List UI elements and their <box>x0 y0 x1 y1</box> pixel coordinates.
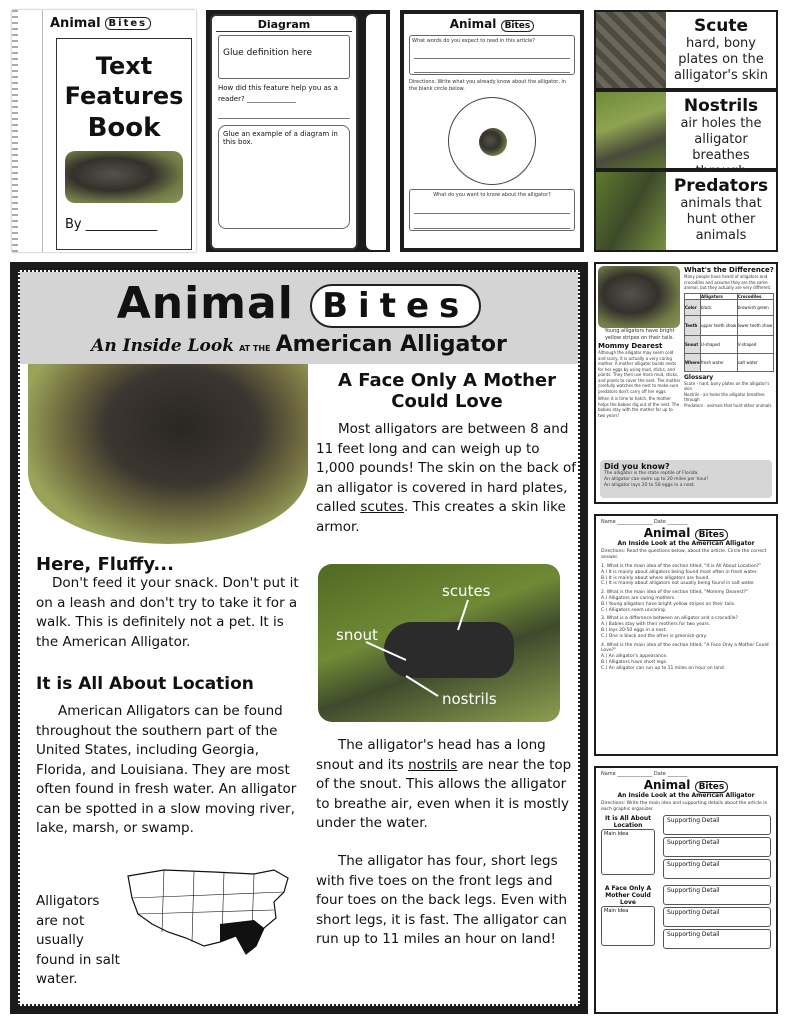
quiz-line: A.) Alligators are caring mothers. <box>601 595 676 601</box>
kwl-series-bubble: Bites <box>501 20 535 32</box>
next-sheet-edge <box>366 14 386 250</box>
nostrils-photo <box>596 92 666 168</box>
quiz-line: B.) It is mainly about where alligators are found. <box>601 575 710 581</box>
binding-edge <box>12 10 18 252</box>
cover-frame <box>56 38 192 250</box>
article-series-bubble: Bites <box>310 284 481 328</box>
glue-definition-box <box>218 35 350 79</box>
answer-line <box>218 109 350 119</box>
main-idea-box <box>601 829 655 875</box>
section-face-paragraph-2 <box>316 736 578 834</box>
supporting-detail-label: Supporting Detail <box>667 861 720 868</box>
glossary-heading: Glossary <box>684 373 714 381</box>
subtitle-script: An Inside Look <box>91 336 234 356</box>
young-alligator-photo <box>598 266 680 328</box>
quiz-line: C.) An alligator can run up to 11 miles an hour on land. <box>601 665 726 671</box>
table-cell: Alligators <box>700 293 737 299</box>
vocab-cards-panel <box>594 10 778 252</box>
text-run: Most alligators are between 8 and 11 feet long and can weigh up to 1,000 pounds! The skin on the back of an alligator is covered in hard plates, called <box>316 421 576 515</box>
section-face-paragraph-1 <box>316 420 576 537</box>
organizer-section-title: It is All About Location <box>605 815 651 829</box>
supporting-detail-box <box>663 907 771 927</box>
quiz-line: C.) Alligators seem uncaring. <box>601 607 667 613</box>
supporting-detail-label: Supporting Detail <box>667 909 720 916</box>
section-location-paragraph-1: American Alligators can be found throughout the southern part of the United States, including Georgia, Florida, and Louisiana. They are most often found in fresh water. An alligator can be spotted in a slow moving river, lake, marsh, or swamp. <box>36 703 297 836</box>
supporting-detail-label: Supporting Detail <box>667 839 720 846</box>
glue-example-text: Glue an example of a diagram in this box. <box>223 130 338 146</box>
glue-definition-text: Glue definition here <box>223 48 313 58</box>
main-idea-label: Main Idea <box>604 908 629 914</box>
main-idea-label: Main Idea <box>604 831 629 837</box>
name-date-line: Name ______________ Date ________ <box>601 519 688 525</box>
did-you-know-box <box>600 460 772 498</box>
article-logo <box>20 278 578 329</box>
glossary-entry: Predators - animals that hunt other animals <box>684 402 772 408</box>
quiz-line: B.) Alligators have short legs. <box>601 659 668 665</box>
answer-line <box>414 49 570 59</box>
vocab-term: Scute <box>693 16 749 36</box>
vocab-card-scute <box>596 12 776 88</box>
subtitle-main: American Alligator <box>275 332 507 357</box>
table-cell: salt water <box>737 353 773 371</box>
cover-title-2: Features <box>64 82 184 110</box>
kwl-logo <box>404 17 580 31</box>
quiz-line: C.) One is black and the other is greenish-gray. <box>601 633 707 639</box>
organizer-series-word: Animal <box>643 778 691 792</box>
table-cell: fresh water <box>700 353 737 371</box>
supporting-detail-box <box>663 885 771 905</box>
alligator-range <box>220 920 264 954</box>
series-bubble: Bites <box>105 17 152 30</box>
table-row <box>685 353 774 371</box>
expect-words-question: What words do you expect to read in this article? <box>412 38 535 44</box>
quiz-sheet <box>596 516 776 754</box>
organizer-page <box>594 766 778 1014</box>
answer-line <box>414 204 570 214</box>
vocab-definition: air holes the alligator breathes <box>680 116 762 163</box>
quiz-line: C.) It is mainly about alligators not usually being found in salt water. <box>601 581 756 587</box>
vocab-definition: hard, bony plates on the alligator's skin <box>673 36 769 83</box>
series-word: Animal <box>50 16 101 31</box>
us-map <box>124 862 294 962</box>
quiz-line: B.) Young alligators have bright yellow stripes on their tails. <box>601 601 736 607</box>
section-face-paragraph-3: The alligator has four, short legs with five toes on the front legs and four toes on the back legs. Even with short legs, it is fast. The alligator can run up to 11 miles an hour on land! <box>316 853 568 947</box>
supporting-detail-box <box>663 929 771 949</box>
text-run: The alligator's head has a long snout and its <box>316 737 546 773</box>
predators-photo <box>596 172 666 250</box>
table-row <box>685 299 774 315</box>
quiz-line: 2. What is the main idea of the section titled, "Mommy Dearest?" <box>601 590 748 596</box>
want-know-box <box>409 189 575 231</box>
know-circle <box>448 97 536 185</box>
diagram-page <box>206 10 390 252</box>
vocab-term: Nostrils <box>683 96 759 116</box>
table-row <box>685 315 774 335</box>
name-date-line: Name ______________ Date ________ <box>601 771 688 777</box>
table-cell: Color <box>685 299 701 315</box>
alligator-hero-photo <box>28 364 308 544</box>
diagram-sheet <box>210 14 358 250</box>
answer-line <box>414 219 570 229</box>
kwl-directions: Directions: Write what you already know about the alligator, in the blank circle below. <box>409 79 567 92</box>
difference-heading: What's the Difference? <box>684 266 774 274</box>
difference-intro: Many people have heard of alligators and crocodiles and assume they are the same animal, but they actually are very different. <box>684 274 772 290</box>
difference-table <box>684 293 774 372</box>
alligator-thumbnail <box>479 128 507 156</box>
organizer-sheet <box>596 768 776 1012</box>
cover-title-3: Book <box>87 113 161 143</box>
quiz-line: 4. What is the main idea of the section titled, "A Face Only a Mother Could Love?" <box>601 642 769 654</box>
section-fluffy-title: Here, Fluffy... <box>36 554 174 575</box>
supporting-detail-label: Supporting Detail <box>667 887 720 894</box>
vocab-term: Predators <box>673 176 769 196</box>
table-cell: brownish green <box>737 299 773 315</box>
quiz-series-bubble: Bites <box>695 529 729 541</box>
by-line: By ___________ <box>65 217 158 232</box>
organizer-subtitle: An Inside Look at the American Alligator <box>617 792 755 799</box>
quiz-line: A.) Babies stay with their mothers for two years. <box>601 622 711 628</box>
series-logo <box>50 16 151 31</box>
glossary-entry: Nostrils - air holes the alligator breathes through <box>684 391 765 402</box>
article-page <box>10 262 588 1014</box>
want-know-question: What do you want to know about the alligator? <box>433 192 551 198</box>
photo-caption: Young alligators have bright yellow stripes on their tails. <box>604 328 675 341</box>
organizer-section <box>601 885 771 951</box>
quiz-series-word: Animal <box>643 526 691 540</box>
organizer-section-title: A Face Only A Mother Could Love <box>604 885 652 906</box>
table-cell: U-shaped <box>700 335 737 353</box>
section-location-title: It is All About Location <box>36 674 254 694</box>
dyk-item: The alligator is the state reptile of Florida. <box>604 471 699 476</box>
main-idea-box <box>601 906 655 946</box>
table-cell: V-shaped <box>737 335 773 353</box>
article-series-word: Animal <box>116 278 294 329</box>
section-location-paragraph-2: Alligators are not usually found in salt water. <box>36 893 120 987</box>
organizer-logo <box>601 778 771 792</box>
diagram-heading: Diagram <box>216 18 352 32</box>
section-fluffy-paragraph: Don't feed it your snack. Don't put it on a leash and don't try to take it for a walk. This is definitely not a pet. It is the American Alligator. <box>36 575 299 650</box>
article-sheet <box>18 270 580 1006</box>
quiz-page <box>594 514 778 756</box>
supporting-detail-box <box>663 859 771 879</box>
difference-sheet <box>596 264 776 502</box>
mommy-heading: Mommy Dearest <box>598 342 663 350</box>
organizer-directions: Directions: Write the main idea and supporting details about the article in each graphic organizer. <box>601 801 768 812</box>
article-header <box>20 272 578 364</box>
scute-photo <box>596 12 666 88</box>
kwl-sheet <box>404 14 580 248</box>
cover-title-1: Text <box>95 52 153 80</box>
answer-line <box>414 63 570 73</box>
supporting-detail-label: Supporting Detail <box>667 817 720 824</box>
text-run: are near the top of the snout. This allows the alligator to breathe air, even when it is mostly under the water. <box>316 756 572 831</box>
supporting-detail-box <box>663 837 771 857</box>
dyk-item: An alligator lays 20 to 50 eggs in a nest. <box>604 483 696 488</box>
page-fold <box>42 10 43 252</box>
table-cell: Snout <box>685 335 701 353</box>
table-cell: Teeth <box>685 315 701 335</box>
article-subtitle <box>20 332 578 357</box>
organizer-series-bubble: Bites <box>695 781 729 793</box>
quiz-line: A.) It is mainly about alligators being found most often in fresh water. <box>601 569 758 575</box>
reader-question: How did this feature help you as a reader? ______________ <box>218 84 338 103</box>
label-scutes: scutes <box>442 582 491 600</box>
table-cell: upper teeth show <box>700 315 737 335</box>
mommy-text: Although the alligator may seem cold and scary, it is actually a very caring mother. A mother alligator builds nests for her eggs by using mud, sticks, and plants. They then use more mud, sticks, and plants to cover the nest. The mother carefully watches the nest to make sure predators don't carry off her eggs. <box>598 350 681 394</box>
vocab-card-nostrils <box>596 92 776 168</box>
quiz-question-list <box>601 564 771 672</box>
kwl-series-word: Animal <box>449 17 497 31</box>
term-scutes: scutes <box>360 499 405 515</box>
table-row <box>685 335 774 353</box>
table-cell: Where <box>685 353 701 371</box>
dyk-item: An alligator can swim up to 20 miles per hour! <box>604 477 709 482</box>
difference-page <box>594 262 778 504</box>
table-cell: Crocodiles <box>737 293 773 299</box>
organizer-section <box>601 815 771 881</box>
vocab-card-predators <box>596 172 776 250</box>
table-cell: lower teeth show <box>737 315 773 335</box>
dyk-heading: Did you know? <box>604 462 670 471</box>
table-cell: black <box>700 299 737 315</box>
quiz-logo <box>601 526 771 540</box>
text-features-book-cover <box>12 10 196 252</box>
quiz-directions: Directions: Read the questions below, about the article. Circle the correct answer. <box>601 549 767 560</box>
quiz-line: A.) An alligator's appearance. <box>601 654 668 660</box>
alligator-diagram <box>318 564 560 722</box>
glossary-entry: Scute - hard, bony plates on the alligator's skin <box>684 380 770 391</box>
glue-example-box <box>218 125 350 229</box>
kwl-page <box>400 10 584 252</box>
text-run: . This creates a skin like armor. <box>316 499 566 535</box>
vocab-definition: animals that hunt other animals <box>680 196 762 243</box>
cover-alligator-photo <box>65 151 183 203</box>
quiz-line: 3. What is a difference between an alligator and a crocodile? <box>601 616 738 622</box>
supporting-detail-label: Supporting Detail <box>667 931 720 938</box>
label-snout: snout <box>336 626 378 644</box>
expect-words-box <box>409 35 575 75</box>
label-nostrils: nostrils <box>442 690 497 708</box>
supporting-detail-box <box>663 815 771 835</box>
subtitle-at: AT THE <box>239 344 271 353</box>
section-face-title: A Face Only A Mother Could Love <box>338 370 556 412</box>
quiz-subtitle: An Inside Look at the American Alligator <box>617 540 755 547</box>
quiz-line: 1. What is the main idea of the section titled, "It is All About Location?" <box>601 564 762 569</box>
term-nostrils: nostrils <box>408 756 458 773</box>
quiz-line: B.) lays 20-50 eggs in a nest. <box>601 627 667 633</box>
hatch-text: When it is time to hatch, the mother helps the babies dig out of the nest. The babies stay with the mother for up to two years! <box>598 396 680 418</box>
